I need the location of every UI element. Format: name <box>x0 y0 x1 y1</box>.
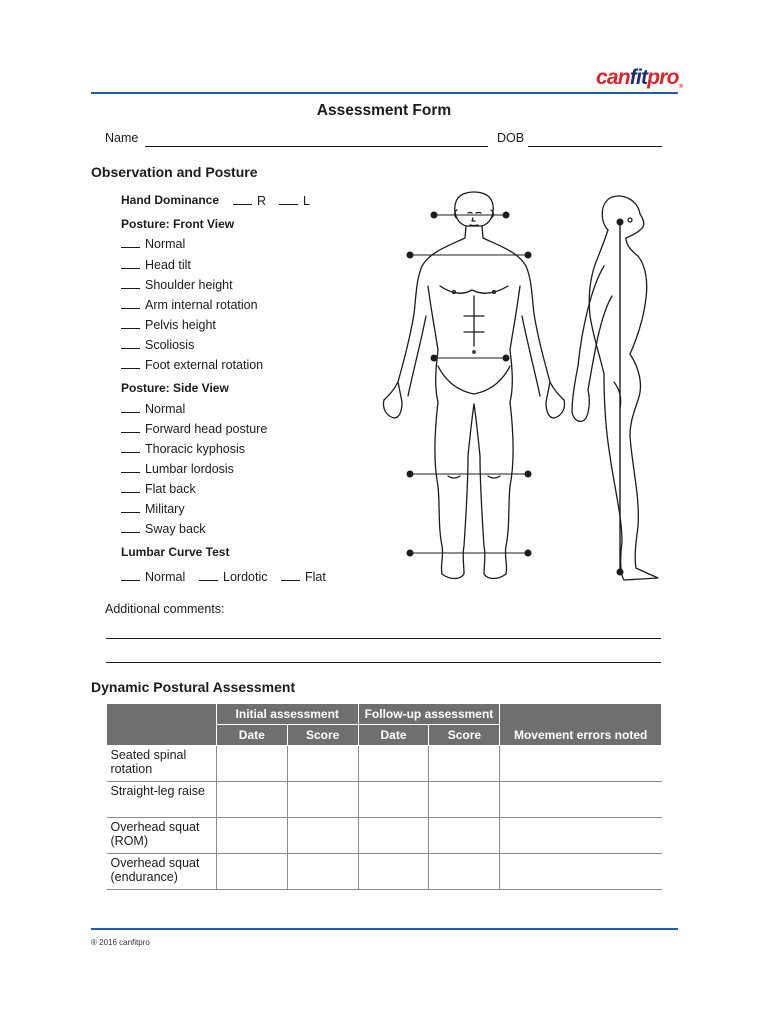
date-cell[interactable] <box>216 854 287 890</box>
hand-dominance-label: Hand Dominance <box>121 193 220 207</box>
checkbox-blank[interactable] <box>121 297 140 309</box>
page-title: Assessment Form <box>316 102 452 119</box>
anatomical-side-view-figure <box>572 196 658 580</box>
logo-pro: pro <box>647 66 679 89</box>
errors-cell[interactable] <box>500 782 662 818</box>
side-view-item[interactable]: Sway back <box>121 521 205 536</box>
score-cell[interactable] <box>429 782 500 818</box>
lumbar-option-normal[interactable]: Normal <box>121 569 185 584</box>
score-cell[interactable] <box>287 818 358 854</box>
side-view-item[interactable]: Thoracic kyphosis <box>121 441 245 456</box>
score-cell[interactable] <box>429 854 500 890</box>
checkbox-blank[interactable] <box>199 569 218 581</box>
posture-figures <box>368 186 680 596</box>
table-row <box>107 818 662 854</box>
checkbox-blank[interactable] <box>121 317 140 329</box>
checkbox-blank[interactable] <box>121 569 140 581</box>
name-label: Name <box>105 131 139 145</box>
checkbox-blank[interactable] <box>121 401 140 413</box>
logo-fit: fit <box>629 66 648 89</box>
checkbox-blank[interactable] <box>121 357 140 369</box>
logo-mark: ® <box>678 84 683 90</box>
dob-field[interactable] <box>528 146 662 147</box>
score-cell[interactable] <box>287 746 358 782</box>
canfitpro-logo <box>596 66 682 90</box>
date-cell[interactable] <box>358 818 429 854</box>
hand-dominance-l[interactable]: L <box>279 193 310 208</box>
logo-can: can <box>596 66 630 89</box>
name-field[interactable] <box>145 146 488 147</box>
front-view-item[interactable]: Arm internal rotation <box>121 297 258 312</box>
errors-cell[interactable] <box>500 746 662 782</box>
checkbox-blank[interactable] <box>279 193 298 205</box>
score-cell[interactable] <box>429 746 500 782</box>
lumbar-option-lordotic[interactable]: Lordotic <box>199 569 267 584</box>
side-view-item[interactable]: Lumbar lordosis <box>121 461 234 476</box>
errors-cell[interactable] <box>500 818 662 854</box>
table-row <box>107 746 662 782</box>
date-header: Date <box>358 725 429 746</box>
checkbox-blank[interactable] <box>121 521 140 533</box>
front-view-item[interactable]: Scoliosis <box>121 337 194 352</box>
dynamic-assessment-table <box>106 703 662 890</box>
comments-line-2[interactable] <box>106 662 661 663</box>
score-cell[interactable] <box>429 818 500 854</box>
comments-label: Additional comments: <box>105 602 225 616</box>
date-cell[interactable] <box>358 854 429 890</box>
score-cell[interactable] <box>287 854 358 890</box>
side-view-item[interactable]: Flat back <box>121 481 196 496</box>
footer-copyright: ® 2016 canfitpro <box>91 938 150 947</box>
checkbox-blank[interactable] <box>233 193 252 205</box>
checkbox-blank[interactable] <box>121 421 140 433</box>
anatomical-front-view-figure <box>383 192 564 579</box>
errors-cell[interactable] <box>500 854 662 890</box>
checkbox-blank[interactable] <box>121 501 140 513</box>
lumbar-curve-heading: Lumbar Curve Test <box>121 545 230 559</box>
followup-assessment-header: Follow-up assessment <box>358 704 500 725</box>
hand-dominance-r[interactable]: R <box>233 193 266 208</box>
front-view-item[interactable]: Normal <box>121 236 185 251</box>
initial-assessment-header: Initial assessment <box>216 704 358 725</box>
front-view-heading: Posture: Front View <box>121 217 235 231</box>
front-view-item[interactable]: Shoulder height <box>121 277 233 292</box>
checkbox-blank[interactable] <box>121 461 140 473</box>
comments-line-1[interactable] <box>106 638 661 639</box>
date-cell[interactable] <box>216 746 287 782</box>
score-cell[interactable] <box>287 782 358 818</box>
front-view-item[interactable]: Foot external rotation <box>121 357 263 372</box>
front-view-item[interactable]: Pelvis height <box>121 317 216 332</box>
front-view-item[interactable]: Head tilt <box>121 257 191 272</box>
checkbox-blank[interactable] <box>121 481 140 493</box>
side-view-item[interactable]: Military <box>121 501 185 516</box>
bottom-rule <box>91 928 678 930</box>
dob-label: DOB <box>497 131 525 145</box>
date-cell[interactable] <box>358 746 429 782</box>
top-rule <box>91 92 678 94</box>
date-cell[interactable] <box>216 782 287 818</box>
movement-column-header <box>107 704 217 746</box>
row-label: Straight-leg raise <box>107 782 217 818</box>
date-cell[interactable] <box>358 782 429 818</box>
date-header: Date <box>216 725 287 746</box>
table-row <box>107 782 662 818</box>
lumbar-option-flat[interactable]: Flat <box>281 569 326 584</box>
row-label: Overhead squat (ROM) <box>107 818 217 854</box>
checkbox-blank[interactable] <box>121 236 140 248</box>
dynamic-heading: Dynamic Postural Assessment <box>91 679 296 695</box>
observation-heading: Observation and Posture <box>91 164 258 180</box>
checkbox-blank[interactable] <box>121 441 140 453</box>
checkbox-blank[interactable] <box>121 337 140 349</box>
movement-errors-header: Movement errors noted <box>500 704 662 746</box>
row-label: Overhead squat (endurance) <box>107 854 217 890</box>
checkbox-blank[interactable] <box>121 277 140 289</box>
side-view-item[interactable]: Forward head posture <box>121 421 267 436</box>
row-label: Seated spinal rotation <box>107 746 217 782</box>
side-view-heading: Posture: Side View <box>121 381 229 395</box>
score-header: Score <box>429 725 500 746</box>
checkbox-blank[interactable] <box>281 569 300 581</box>
date-cell[interactable] <box>216 818 287 854</box>
side-view-item[interactable]: Normal <box>121 401 185 416</box>
table-row <box>107 854 662 890</box>
checkbox-blank[interactable] <box>121 257 140 269</box>
score-header: Score <box>287 725 358 746</box>
